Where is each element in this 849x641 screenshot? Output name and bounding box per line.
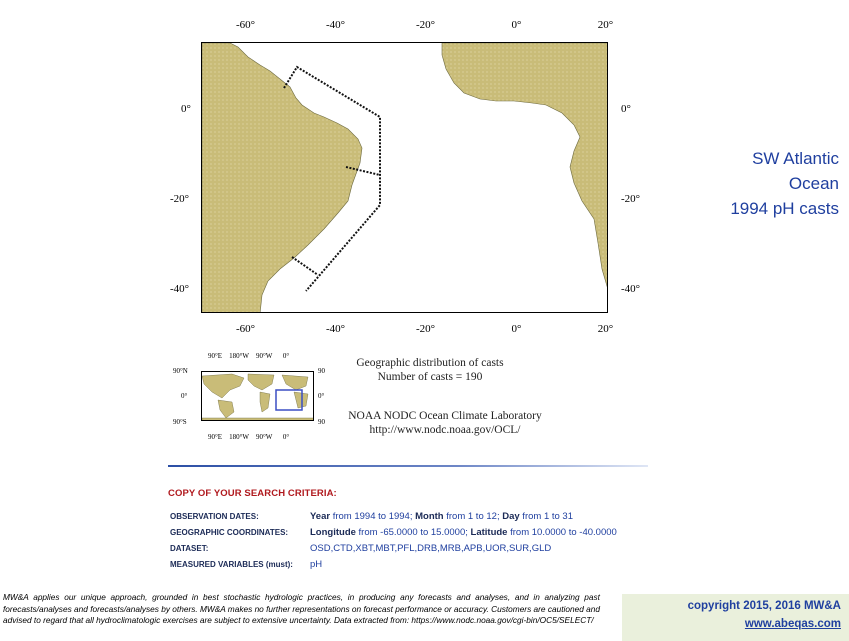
inset-lon-tick: 0° — [282, 352, 290, 360]
inset-lon-tick: 90°E — [208, 433, 223, 441]
lon-tick-bottom: -20° — [416, 323, 436, 335]
criteria-field-value: pH — [310, 558, 323, 570]
criteria-field-value: from -65.0000 to 15.0000; — [355, 526, 471, 538]
inset-lon-tick: 180°W — [229, 352, 249, 360]
criteria-value — [310, 508, 617, 524]
inset-lon-tick: 90°W — [255, 352, 273, 360]
caption-lab-url: http://www.nodc.noaa.gov/OCL/ — [369, 424, 521, 436]
criteria-field-name: Year — [310, 510, 331, 522]
lon-tick-top: -40° — [326, 19, 346, 31]
caption-cast-count: Number of casts = 190 — [377, 371, 483, 383]
lon-tick-bottom: 0° — [511, 323, 522, 335]
criteria-field-name: Month — [415, 510, 444, 522]
website-link[interactable]: www.abeqas.com — [744, 618, 841, 630]
inset-lon-tick: 90°W — [255, 433, 273, 441]
lon-tick-top: 20° — [597, 19, 614, 31]
lon-tick-bottom: 20° — [597, 323, 614, 335]
section-divider — [168, 465, 648, 467]
side-title-line-2: Ocean — [788, 174, 839, 193]
caption-block — [330, 357, 530, 383]
inset-land — [202, 374, 314, 421]
inset-lat-tick: 90 — [318, 418, 325, 426]
inset-lat-tick: 90°S — [173, 418, 187, 426]
inset-lat-tick: 0° — [181, 392, 188, 400]
inset-map-frame — [201, 371, 314, 421]
inset-lon-tick: 180°W — [229, 433, 249, 441]
criteria-value — [310, 524, 617, 540]
lat-tick-left: -20° — [170, 193, 190, 205]
lat-tick-left: 0° — [181, 103, 191, 115]
lat-tick-right: -40° — [621, 283, 641, 295]
inset-lat-tick: 0° — [318, 392, 325, 400]
criteria-row — [170, 508, 617, 524]
lat-tick-right: -20° — [621, 193, 641, 205]
lat-tick-left: -40° — [170, 283, 190, 295]
inset-lon-top — [208, 352, 289, 360]
map-frame — [201, 42, 608, 313]
inset-map-canvas — [202, 372, 314, 421]
criteria-key: DATASET: — [170, 543, 209, 553]
criteria-field-name: Latitude — [470, 526, 508, 538]
criteria-key: OBSERVATION DATES: — [170, 511, 259, 521]
criteria-field-value: from 1 to 31 — [519, 510, 574, 522]
lon-tick-top: 0° — [511, 19, 522, 31]
disclaimer-text: MW&A applies our unique approach, grounded in best stochastic hydrologic practices, in producing any forecasts and analyses, and in analyzing past forecasts/analyses and forecasts/analyses by others. MW&A makes no further representations on forecast performance or accuracy. Customers are cautioned and advised to regard that all hydroclimatologic exercises are subject to extensive uncertainty. Data extracted from: https://www.nodc.noaa.gov/cgi-bin/OC5/SELECT/ — [3, 592, 600, 625]
criteria-field-name: Day — [502, 510, 520, 522]
lon-tick-bottom: -40° — [326, 323, 346, 335]
inset-lon-tick: 0° — [282, 433, 290, 441]
inset-lon-bottom — [208, 433, 289, 441]
lat-tick-right: 0° — [621, 103, 631, 115]
lon-tick-top: -20° — [416, 19, 436, 31]
criteria-row — [170, 540, 617, 556]
criteria-value — [310, 540, 617, 556]
criteria-value — [310, 556, 617, 572]
lon-tick-top: -60° — [236, 19, 256, 31]
africa-land — [442, 43, 608, 293]
criteria-field-value: OSD,CTD,XBT,MBT,PFL,DRB,MRB,APB,UOR,SUR,GLD — [310, 542, 552, 554]
caption-lab-name: NOAA NODC Ocean Climate Laboratory — [348, 410, 542, 422]
criteria-title: COPY OF YOUR SEARCH CRITERIA: — [168, 488, 337, 499]
inset-lat-tick: 90 — [318, 367, 325, 375]
criteria-row — [170, 524, 617, 540]
cast-track-transect-2 — [292, 257, 318, 275]
lon-tick-bottom: -60° — [236, 323, 256, 335]
side-title-line-1: SW Atlantic — [752, 149, 839, 168]
criteria-field-value: from 1 to 12; — [443, 510, 503, 522]
criteria-field-name: Longitude — [310, 526, 356, 538]
criteria-key: MEASURED VARIABLES (must): — [170, 559, 293, 569]
criteria-field-value: from 1994 to 1994; — [330, 510, 416, 522]
criteria-table — [170, 508, 617, 572]
criteria-key: GEOGRAPHIC COORDINATES: — [170, 527, 289, 537]
inset-lat-tick: 90°N — [173, 367, 188, 375]
caption-source-block — [330, 410, 560, 436]
copyright-text: copyright 2015, 2016 MW&A — [687, 600, 841, 612]
inset-lon-tick: 90°E — [208, 352, 223, 360]
criteria-field-value: from 10.0000 to -40.0000 — [507, 526, 617, 538]
criteria-row — [170, 556, 617, 572]
side-title-line-3: 1994 pH casts — [730, 199, 839, 218]
map-canvas — [202, 43, 608, 313]
side-title — [639, 146, 839, 221]
south-america-land — [202, 43, 362, 313]
caption-title: Geographic distribution of casts — [356, 357, 504, 369]
